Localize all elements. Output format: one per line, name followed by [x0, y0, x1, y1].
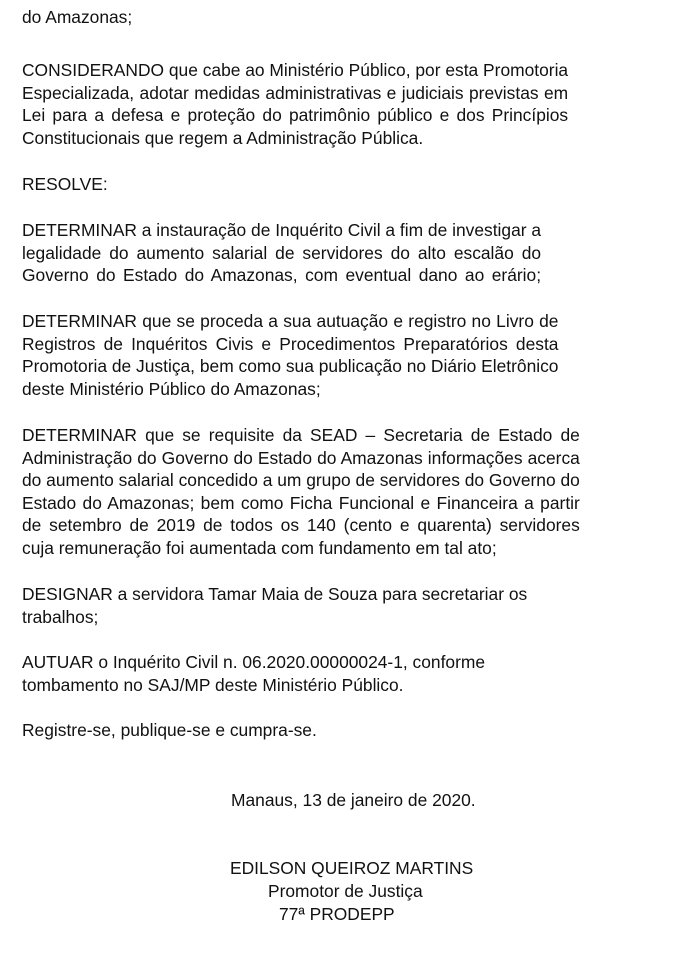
text-line: CONSIDERANDO que cabe ao Ministério Público, por esta Promotoria — [22, 60, 569, 80]
text-line: Lei para a defesa e proteção do patrimônio público e dos Princípios — [22, 105, 569, 126]
text-line: cuja remuneração foi aumentada com fundamento em tal ato; — [22, 537, 497, 558]
text-line: Estado do Amazonas; bem como Ficha Funcional e Financeira a partir — [22, 492, 580, 513]
text-line: RESOLVE: — [22, 174, 108, 194]
determinar-paragraph-1 — [22, 219, 541, 287]
text-line: tombamento no SAJ/MP deste Ministério Público. — [22, 674, 404, 695]
determinar-paragraph-3 — [22, 424, 580, 560]
resolve-heading — [22, 173, 108, 196]
determinar-paragraph-2 — [22, 310, 558, 400]
text-line: DETERMINAR a instauração de Inquérito Civil a fim de investigar a — [22, 220, 542, 240]
continuation-line — [22, 6, 132, 29]
signatory-role: Promotor de Justiça — [268, 881, 423, 901]
text-line: Constitucionais que regem a Administração Pública. — [22, 127, 424, 148]
autuar-paragraph — [22, 651, 485, 696]
text-line: Promotoria de Justiça, bem como sua publicação no Diário Eletrônico — [22, 356, 559, 377]
considerando-paragraph — [22, 59, 568, 149]
text-line: Especializada, adotar medidas administrativas e judiciais previstas em — [22, 82, 569, 103]
signatory-unit: 77ª PRODEPP — [279, 904, 395, 924]
signatory-name: EDILSON QUEIROZ MARTINS — [230, 858, 474, 878]
text-line: Registre-se, publique-se e cumpra-se. — [22, 720, 317, 740]
text-line: do aumento salarial concedido a um grupo de servidores do Governo do — [22, 470, 580, 491]
text-line: trabalhos; — [22, 606, 99, 627]
text-line: Registros de Inquéritos Civis e Procedimentos Preparatórios desta — [22, 333, 559, 354]
designar-paragraph — [22, 583, 527, 628]
text-line: AUTUAR o Inquérito Civil n. 06.2020.00000024-1, conforme — [22, 652, 486, 672]
text-line: Governo do Estado do Amazonas, com eventual dano ao erário; — [22, 265, 542, 286]
text-line: DETERMINAR que se proceda a sua autuação e registro no Livro de — [22, 311, 559, 331]
text-line: do Amazonas; — [22, 7, 133, 27]
text-line: de setembro de 2019 de todos os 140 (cento e quarenta) servidores — [22, 515, 580, 536]
registre-paragraph — [22, 719, 317, 742]
date-place: Manaus, 13 de janeiro de 2020. — [231, 790, 476, 810]
text-line: DETERMINAR que se requisite da SEAD – Secretaria de Estado de — [22, 425, 580, 445]
text-line: Administração do Governo do Estado do Amazonas informações acerca — [22, 447, 580, 468]
text-line: DESIGNAR a servidora Tamar Maia de Souza para secretariar os — [22, 584, 528, 604]
text-line: legalidade do aumento salarial de servidores do alto escalão do — [22, 242, 542, 263]
text-line: deste Ministério Público do Amazonas; — [22, 378, 321, 399]
